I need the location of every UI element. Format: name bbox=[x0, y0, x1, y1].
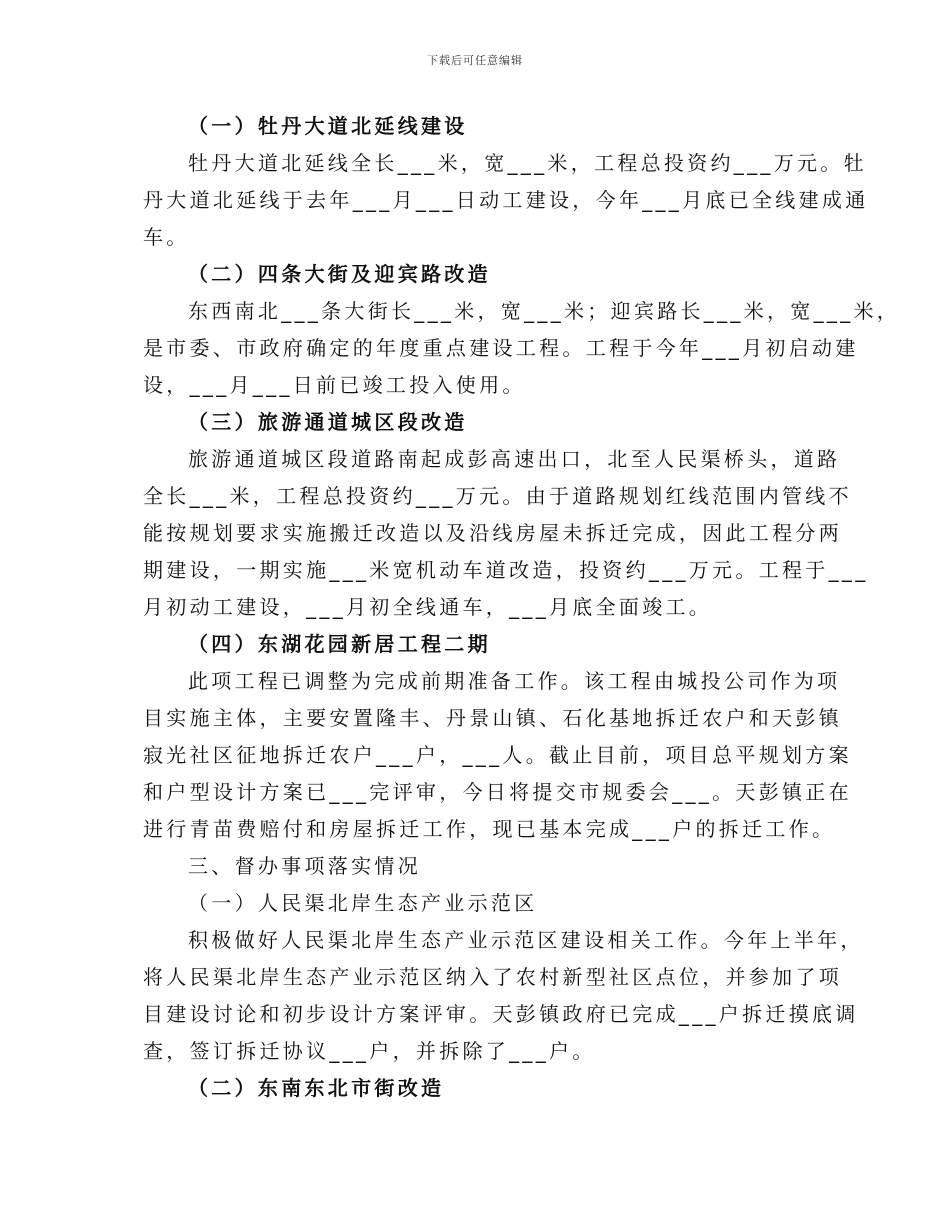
section-heading: （二）东南东北市街改造 bbox=[188, 1076, 445, 1100]
paragraph-line: 进行青苗费赔付和房屋拆迁工作，现已基本完成___户的拆迁工作。 bbox=[143, 817, 836, 841]
paragraph-line: 牡丹大道北延线全长___米，宽___米，工程总投资约___万元。牡 bbox=[188, 151, 867, 175]
paragraph-line: 设，___月___日前已竣工投入使用。 bbox=[143, 373, 526, 397]
paragraph-line: 查，签订拆迁协议___户，并拆除了___户。 bbox=[143, 1039, 596, 1063]
paragraph-line: 期建设，一期实施___米宽机动车道改造，投资约___万元。工程于___ bbox=[143, 558, 869, 582]
paragraph-line: 全长___米，工程总投资约___万元。由于道路规划红线范围内管线不 bbox=[143, 484, 852, 508]
section-subheading: （一）人民渠北岸生态产业示范区 bbox=[188, 891, 538, 915]
paragraph-line: 目实施主体，主要安置隆丰、丹景山镇、石化基地拆迁农户和天彭镇 bbox=[143, 706, 842, 730]
section-heading: （一）牡丹大道北延线建设 bbox=[188, 114, 468, 138]
section-heading: （二）四条大街及迎宾路改造 bbox=[188, 262, 491, 286]
paragraph-line: 目建设讨论和初步设计方案评审。天彭镇政府已完成___户拆迁摸底调 bbox=[143, 1002, 859, 1026]
paragraph-line: 能按规划要求实施搬迁改造以及沿线房屋未拆迁完成，因此工程分两 bbox=[143, 521, 842, 545]
paragraph-line: 将人民渠北岸生态产业示范区纳入了农村新型社区点位，并参加了项 bbox=[143, 965, 842, 989]
paragraph-line: 东西南北___条大街长___米，宽___米；迎宾路长___米，宽___米， bbox=[188, 299, 901, 323]
paragraph-line: 和户型设计方案已___完评审，今日将提交市规委会___。天彭镇正在 bbox=[143, 780, 852, 804]
paragraph-line: 旅游通道城区段道路南起成彭高速出口，北至人民渠桥头，道路 bbox=[188, 447, 841, 471]
page-header-note: 下载后可任意编辑 bbox=[427, 54, 523, 67]
document-body bbox=[143, 108, 901, 1107]
paragraph-line: 丹大道北延线于去年___月___日动工建设，今年___月底已全线建成通 bbox=[143, 188, 869, 212]
section-heading: （三）旅游通道城区段改造 bbox=[188, 410, 468, 434]
chapter-heading: 三、督办事项落实情况 bbox=[188, 854, 421, 878]
paragraph-line: 寂光社区征地拆迁农户___户，___人。截止目前，项目总平规划方案 bbox=[143, 743, 852, 767]
section-heading: （四）东湖花园新居工程二期 bbox=[188, 632, 491, 656]
paragraph-line: 月初动工建设，___月初全线通车，___月底全面竣工。 bbox=[143, 595, 713, 619]
paragraph-line: 车。 bbox=[143, 225, 190, 249]
paragraph-line: 此项工程已调整为完成前期准备工作。该工程由城投公司作为项 bbox=[188, 669, 841, 693]
paragraph-line: 是市委、市政府确定的年度重点建设工程。工程于今年___月初启动建 bbox=[143, 336, 859, 360]
paragraph-line: 积极做好人民渠北岸生态产业示范区建设相关工作。今年上半年， bbox=[188, 928, 864, 952]
